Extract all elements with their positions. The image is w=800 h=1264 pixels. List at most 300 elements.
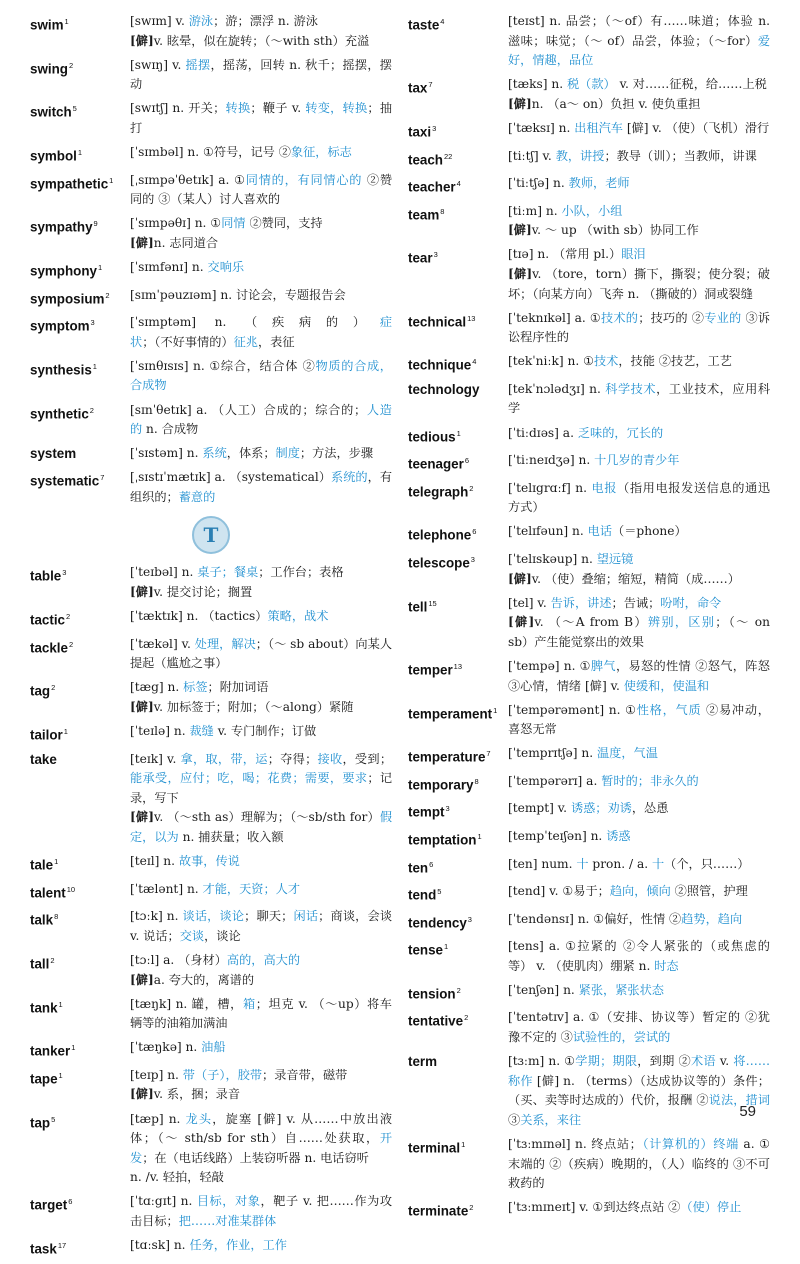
headword-text: symbol [30, 148, 77, 164]
key-meaning: 同情 [221, 216, 246, 231]
definition-line [130, 56, 392, 95]
headword-text: system [30, 446, 77, 462]
definition-text: v. 系，捆；录音 [153, 1087, 241, 1102]
headword [408, 772, 508, 795]
definition-text: n. 捕获量；收入额 [178, 830, 284, 845]
definition [508, 594, 770, 653]
dictionary-entry [30, 750, 392, 848]
headword-text: tax [408, 80, 428, 96]
definition-line [508, 479, 770, 518]
definition-text: [ˈtæksɪ] n. [508, 120, 575, 135]
definition-text: [ˈtælənt] n. [130, 881, 203, 896]
definition-line [130, 583, 392, 603]
key-meaning: 系统 [202, 446, 227, 461]
definition-text: ；商谈，会谈 v. 说话； [130, 909, 393, 943]
dictionary-entry [30, 444, 392, 464]
frequency-number: 3 [467, 914, 472, 924]
dictionary-entry [408, 744, 770, 767]
key-meaning: 拿，取，带，运 [180, 751, 268, 766]
definition-line [130, 234, 392, 254]
headword-text: task [30, 1241, 57, 1257]
headword [408, 657, 508, 696]
headword [30, 1110, 130, 1188]
definition-text: [ˈsɪmbəl] n. ①符号，记号 ② [130, 145, 291, 160]
frequency-number: 13 [453, 661, 462, 671]
definition-text: ②易冲动，喜怒无常 [508, 702, 770, 737]
definition [508, 75, 770, 114]
headword [30, 99, 130, 138]
definition-line [130, 1066, 392, 1086]
rare-usage-tag: [僻] [130, 972, 154, 987]
headword-text: talent [30, 885, 66, 901]
definition [508, 799, 770, 822]
definition-text: ，摇荡，回转 n. 秋千；摇摆，摆动 [130, 57, 392, 92]
headword [408, 245, 508, 304]
headword-text: telescope [408, 555, 470, 571]
definition-line [130, 951, 392, 971]
rare-usage-tag: [僻] [508, 223, 532, 238]
headword-text: tailor [30, 727, 63, 743]
definition-line [130, 401, 392, 440]
headword [408, 479, 508, 518]
key-meaning: 爱好，情趣，品位 [508, 33, 770, 68]
definition-line [508, 657, 770, 696]
definition-line [508, 380, 770, 419]
headword [30, 907, 130, 946]
dictionary-entry [408, 380, 770, 419]
frequency-number: 10 [66, 884, 76, 894]
headword-text: target [30, 1197, 68, 1213]
dictionary-entry [408, 882, 770, 905]
headword [408, 855, 508, 878]
headword [408, 550, 508, 589]
definition-text: ，怂恿 [631, 801, 669, 816]
frequency-number: 13 [467, 313, 476, 323]
key-meaning: 试验性的，尝试的 [572, 1030, 671, 1045]
definition [508, 424, 770, 447]
frequency-number: 1 [58, 999, 63, 1009]
frequency-number: 1 [54, 857, 59, 867]
key-meaning: 交响乐 [207, 260, 245, 274]
key-meaning: 眼泪 [621, 247, 646, 262]
key-meaning: 专业的 [704, 310, 742, 325]
key-meaning: 电话 [587, 524, 613, 539]
dictionary-entry [30, 143, 392, 166]
definition-line [130, 1192, 392, 1231]
dictionary-entry [408, 202, 770, 241]
frequency-number: 5 [72, 104, 77, 114]
dictionary-entry [30, 56, 392, 95]
dictionary-entry [408, 1135, 770, 1194]
definition-line [508, 12, 770, 71]
dictionary-entry [408, 12, 770, 71]
headword-text: technical [408, 314, 467, 330]
definition-line [508, 1198, 770, 1218]
definition-text: [ˈsɪstəm] n. [130, 446, 203, 461]
definition-line [130, 1085, 392, 1105]
definition-text: [ˈtelɪskəup] n. [508, 551, 597, 566]
definition [508, 910, 770, 933]
definition [130, 258, 392, 281]
key-meaning: 箱 [242, 996, 256, 1011]
frequency-number: 5 [51, 1114, 56, 1124]
headword-text: ten [408, 860, 429, 875]
frequency-number: 3 [90, 318, 95, 328]
definition-text: [ˈtempərəmənt] n. ① [508, 702, 637, 717]
dictionary-entry [408, 937, 770, 976]
definition-text: [tɔːl] a. （身材） [130, 952, 227, 967]
left-column [30, 12, 392, 1264]
definition-text: [tens] a. ①拉紧的 ②令人紧张的（或焦虑的等） v. （使肌肉）绷紧 n. [508, 939, 770, 973]
frequency-number: 4 [456, 179, 461, 189]
definition-text: [tiːtʃ] v. [508, 148, 556, 163]
frequency-number: 3 [445, 804, 450, 814]
key-meaning: 症状 [130, 315, 392, 349]
frequency-number: 2 [50, 955, 55, 965]
definition [130, 1110, 392, 1188]
headword-text: terminal [408, 1140, 461, 1156]
rare-usage-tag: [僻] [130, 235, 154, 250]
definition [130, 563, 392, 602]
definition-line [508, 1008, 770, 1047]
frequency-number: 5 [437, 887, 442, 897]
rare-usage-tag: [僻] [130, 585, 154, 600]
key-meaning: 十 [576, 856, 589, 871]
dictionary-entry [408, 772, 770, 795]
definition-text: ②赞同的 ③（某人）讨人喜欢的 [130, 172, 393, 207]
frequency-number: 1 [443, 942, 449, 952]
headword [408, 1008, 508, 1047]
definition-text: [ˈsɪmpəθɪ] n. ① [130, 216, 222, 231]
definition-text: ；工作台；表格 [258, 565, 344, 580]
key-meaning: 吩咐，命令 [660, 595, 722, 610]
definition-line [130, 563, 392, 583]
definition-line [130, 750, 392, 809]
definition-text: （指用电报发送信息的通迅方式） [508, 480, 771, 515]
headword [30, 286, 130, 309]
headword [30, 607, 130, 630]
key-meaning: 教，讲授 [555, 148, 605, 163]
headword [30, 313, 130, 352]
key-meaning: 转变，转换 [305, 101, 368, 116]
key-meaning: 税（款） [566, 77, 616, 92]
frequency-number: 4 [440, 17, 445, 26]
frequency-number: 2 [464, 1013, 469, 1023]
frequency-number: 6 [68, 1197, 73, 1207]
definition-text: v. 加标签于；附加；（～along）紧随 [153, 700, 354, 714]
definition-line [508, 744, 770, 764]
definition-text: v. 提交讨论；搁置 [153, 585, 253, 600]
headword-text: team [408, 207, 440, 223]
definition-text: ②照管，护理 [670, 884, 748, 899]
definition [130, 12, 392, 51]
dictionary-entry [30, 678, 392, 717]
key-meaning: 油船 [201, 1040, 226, 1055]
headword-text: table [30, 568, 62, 584]
definition-line [130, 32, 392, 52]
dictionary-entry [30, 995, 392, 1034]
frequency-number: 1 [64, 17, 69, 26]
dictionary-entry [30, 214, 392, 253]
definition-text: [ˈtiːneɪdʒə] n. [508, 453, 595, 468]
definition-line [508, 855, 770, 875]
frequency-number: 2 [469, 483, 474, 493]
key-meaning: 同情的，有同情心的 [245, 172, 363, 187]
headword [30, 852, 130, 875]
definition-line [130, 907, 392, 946]
definition-line [130, 678, 392, 698]
dictionary-entry [30, 12, 392, 51]
dictionary-entry [30, 563, 392, 602]
definition [508, 12, 770, 71]
dictionary-entry [408, 147, 770, 170]
dictionary-entry [30, 258, 392, 281]
definition-text: ；告诫； [611, 595, 661, 610]
dictionary-entry [30, 357, 392, 396]
definition [130, 56, 392, 95]
definition-line [508, 570, 770, 590]
dictionary-entry [408, 594, 770, 653]
definition-text: ，技能 ②技艺，工艺 [618, 354, 732, 369]
headword-text: tendency [408, 915, 467, 931]
definition-line [508, 981, 770, 1001]
headword [408, 1135, 508, 1194]
headword [408, 309, 508, 348]
definition [130, 750, 392, 848]
dictionary-entry [408, 479, 770, 518]
dictionary-entry [30, 1110, 392, 1188]
definition [508, 855, 770, 878]
definition [508, 657, 770, 696]
headword-text: temporary [408, 777, 474, 793]
key-meaning: 裁缝 [189, 724, 214, 739]
key-meaning: 桌子；餐桌 [197, 565, 259, 580]
key-meaning: 紧张，紧张状态 [578, 982, 664, 997]
dictionary-entry [408, 855, 770, 878]
headword [30, 56, 130, 95]
definition-text: [ˌsɪmpəˈθetɪk] a. ① [130, 172, 246, 187]
dictionary-entry [30, 880, 392, 903]
definition-text: pron. / a. [588, 856, 652, 871]
definition-text: n. 志同道合 [153, 235, 219, 250]
frequency-number: 6 [429, 859, 434, 869]
key-meaning: 趋向，倾向 [609, 884, 671, 899]
key-meaning: 故事，传说 [178, 854, 240, 869]
dictionary-entry [408, 701, 770, 740]
definition-text: [ˈteknɪkəl] a. ① [508, 310, 602, 325]
dictionary-entry [408, 657, 770, 696]
definition-text: [ˈtelɪgrɑːf] n. [508, 480, 592, 495]
dictionary-entry [408, 119, 770, 142]
dictionary-entry [408, 1052, 770, 1130]
headword-text: talk [30, 912, 54, 928]
headword-text: temperament [408, 706, 493, 722]
frequency-number: 1 [493, 705, 498, 715]
key-meaning: 脾气 [590, 658, 616, 673]
headword-text: temper [408, 662, 453, 678]
headword-text: systematic [30, 473, 100, 489]
headword-text: taste [408, 17, 440, 33]
frequency-number: 1 [71, 1043, 76, 1053]
definition-text: n. /v. 轻拍，轻敲 [130, 1170, 224, 1185]
headword [30, 951, 130, 990]
headword-text: tactic [30, 612, 65, 628]
definition-text: [僻] v. （使）（飞机）滑行 [622, 120, 770, 135]
key-meaning: 蓄意的 [178, 489, 216, 504]
definition-text: [tekˈnɔlədʒɪ] n. [508, 381, 606, 396]
dictionary-entry [30, 1038, 392, 1061]
key-meaning: 能承受，应付；吃，喝；花费；需要，要求 [130, 771, 368, 786]
definition-line [130, 880, 392, 900]
headword [30, 357, 130, 396]
frequency-number: 2 [51, 683, 56, 693]
headword [408, 1198, 508, 1221]
key-meaning: 电报 [591, 480, 618, 495]
definition-line [508, 245, 770, 265]
key-meaning: 转换 [225, 101, 251, 116]
definition-text: n. 合成物 [142, 422, 199, 437]
definition [508, 147, 770, 170]
definition [130, 401, 392, 440]
definition-line [508, 613, 770, 652]
definition [508, 772, 770, 795]
headword-text: tale [30, 857, 54, 873]
rare-usage-tag: [僻] [508, 615, 535, 630]
definition-text: [ˈtenʃən] n. [508, 982, 579, 997]
headword-text: synthesis [30, 362, 92, 378]
definition-text: [ˈtɜːmɪneɪt] v. ①到达终点站 ② [508, 1200, 681, 1215]
headword [30, 468, 130, 507]
headword [408, 910, 508, 933]
definition-line [508, 1135, 770, 1194]
key-meaning: 闲话 [293, 909, 319, 924]
definition-text: ；抽打 [130, 101, 393, 135]
key-meaning: 说法，措词 [708, 1093, 771, 1108]
definition-line [508, 827, 770, 847]
definition-line [508, 594, 770, 614]
headword [408, 1052, 508, 1130]
frequency-number: 2 [65, 612, 71, 622]
headword [408, 147, 508, 170]
key-meaning: 制度 [275, 446, 300, 461]
definition [130, 852, 392, 875]
headword [408, 451, 508, 474]
key-meaning: 策略，战术 [267, 609, 329, 624]
definition-text: ；录音带，磁带 [262, 1067, 348, 1082]
definition-text: [sɪnˈθetɪk] a. （人工）合成的；综合的； [130, 402, 367, 417]
key-meaning: 时态 [654, 958, 679, 973]
rare-usage-tag: [僻] [508, 571, 532, 586]
dictionary-entry [30, 907, 392, 946]
headword-text: technology [408, 381, 480, 397]
frequency-number: 6 [464, 456, 469, 466]
definition-text: [swɪm] v. [130, 14, 189, 28]
definition-text: ；（～ on sb）产生能觉察出的效果 [508, 615, 770, 649]
key-meaning: 交谈 [179, 928, 205, 943]
definition-text: [ˈtiːdɪəs] a. [508, 425, 578, 440]
headword [408, 522, 508, 545]
dictionary-entry [408, 352, 770, 375]
definition-line [130, 444, 392, 464]
headword-text: technique [408, 357, 472, 373]
key-meaning: 望远镜 [596, 551, 634, 566]
key-meaning: 摇摆 [185, 57, 211, 72]
headword-text: taxi [408, 124, 432, 140]
dictionary-entry [30, 1066, 392, 1105]
key-meaning: 趋势，趋向 [681, 911, 743, 926]
key-meaning: 假定，以为 [130, 810, 392, 845]
key-meaning: 征兆 [233, 334, 258, 349]
definition-text: [tæg] n. [130, 680, 184, 695]
headword-text: swing [30, 61, 68, 77]
headword [30, 1192, 130, 1231]
key-meaning: 系统的 [331, 470, 368, 485]
headword [408, 119, 508, 142]
headword [408, 12, 508, 71]
definition-text: ；聊天； [244, 909, 294, 924]
definition-line [130, 286, 392, 306]
definition-text: [tiːm] n. [508, 203, 562, 218]
frequency-number: 9 [93, 219, 98, 229]
frequency-number: 6 [472, 527, 477, 537]
headword-text: tag [30, 683, 51, 699]
definition-line [508, 772, 770, 792]
definition [130, 607, 392, 630]
headword [408, 937, 508, 976]
definition-text: [tɑːsk] n. [130, 1238, 190, 1253]
key-meaning: 暂时的；非永久的 [601, 773, 699, 788]
definition [508, 1135, 770, 1194]
definition-line [508, 75, 770, 95]
key-meaning: 任务，作业，工作 [189, 1238, 287, 1253]
definition [508, 550, 770, 589]
dictionary-entry [408, 245, 770, 304]
dictionary-entry [30, 286, 392, 309]
dictionary-entry [408, 75, 770, 114]
dictionary-entry [30, 468, 392, 507]
dictionary-entry [408, 309, 770, 348]
key-meaning: 带（子），胶带 [182, 1067, 263, 1082]
section-divider [30, 513, 392, 557]
definition-text: v. （～sth as）理解为；（～sb/sth for） [153, 810, 380, 825]
definition-text: a. ①末端的 ②（疾病）晚期的，（人）临终的 ③不可救药的 [508, 1137, 770, 1191]
definition [508, 522, 770, 545]
headword-text: symphony [30, 263, 97, 279]
definition-text: ；（不好事情的） [142, 334, 234, 349]
definition-text: ；在（电话线路）上装窃听器 n. 电话窃听 [142, 1150, 369, 1165]
headword [30, 444, 130, 464]
definition-text: [teɪst] n. 品尝；（～of）有……味道；体验 n. 滋味；味觉；（～ of）品尝，体验；（～for） [508, 14, 770, 48]
definition-text: [ˈtæŋkə] n. [130, 1040, 202, 1055]
definition-text: [ˈteɪlə] n. [130, 724, 190, 739]
definition-line [508, 1052, 770, 1130]
headword-text: tall [30, 956, 50, 972]
definition-text: [ˈsɪmptəm] n. （疾病的） [130, 315, 380, 330]
headword-text: symptom [30, 318, 90, 334]
key-meaning: 诱惑；劝诱 [570, 801, 632, 816]
headword [408, 827, 508, 850]
definition-text: [ˈtempə] n. ① [508, 658, 591, 673]
headword-text: temperature [408, 749, 486, 765]
definition-text: ，有组织的； [130, 470, 393, 504]
rare-usage-tag: [僻] [508, 96, 532, 111]
headword [408, 744, 508, 767]
dictionary-entry [30, 1236, 392, 1259]
headword [408, 424, 508, 447]
headword-text: tanker [30, 1043, 71, 1059]
headword [408, 202, 508, 241]
definition-line [508, 424, 770, 444]
